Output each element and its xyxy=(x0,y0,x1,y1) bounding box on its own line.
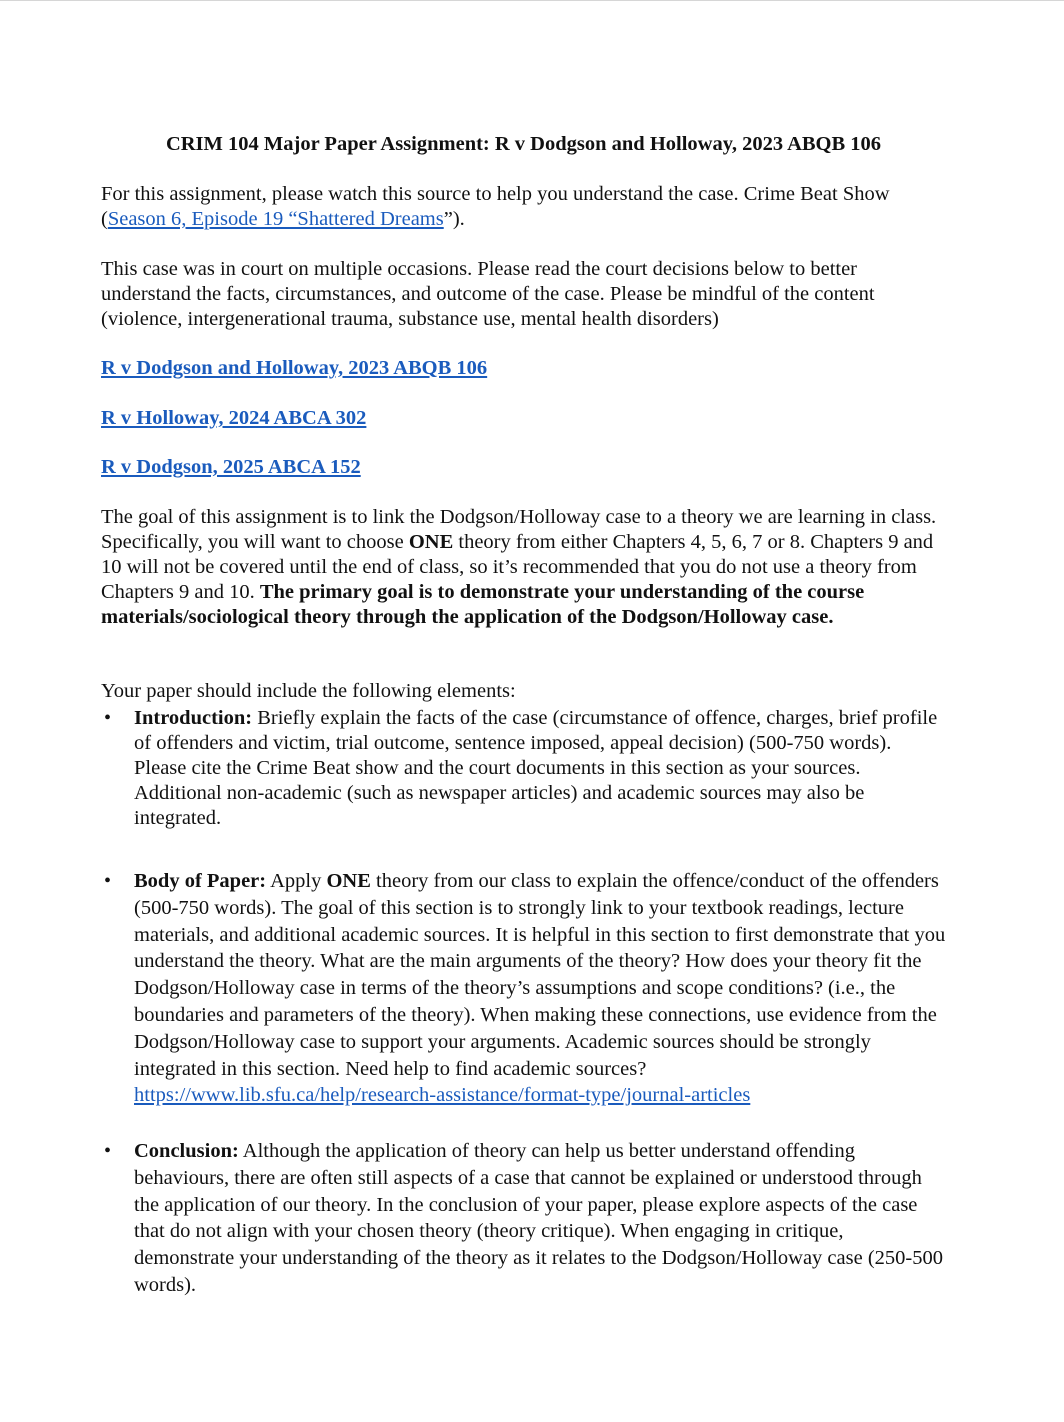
goal-paragraph xyxy=(101,505,946,630)
bullet-text-introduction: Briefly explain the facts of the case (circumstance of offence, charges, brief profile of offenders and victim, trial outcome, sentence imposed, appeal decision) (500-750 words). Please cite the Crime Beat show and the court documents in this section as your sources. Additional non-academic (such as newspaper articles) and academic sources may also be integrated. xyxy=(134,707,938,829)
bullet-heading-conclusion: Conclusion: xyxy=(134,1140,239,1162)
bullet-heading-body: Body of Paper: xyxy=(134,870,267,892)
case-link-qb-2023[interactable]: R v Dodgson and Holloway, 2023 ABQB 106 xyxy=(101,357,488,379)
episode-link[interactable]: Season 6, Episode 19 “Shattered Dreams xyxy=(107,208,444,230)
intro-text-1: For this assignment, please watch this source to help you understand the case. Crime Beat Show ( xyxy=(101,183,890,230)
bullet-text-body-2: theory from our class to explain the offence/conduct of the offenders (500-750 words). The goal of this section is to strongly link to your textbook readings, lecture materials, and additional academic sources. It is helpful in this section to first demonstrate that you understand the theory. What are the main arguments of the theory? How does your theory fit the Dodgson/Holloway case in terms of the theory’s assumptions and scope conditions? (i.e., the boundaries and parameters of the theory). When making these connections, use evidence from the Dodgson/Holloway case to support your arguments. Academic sources should be strongly integrated in this section. Need help to find academic sources? xyxy=(134,870,946,1080)
goal-one-emphasis: ONE xyxy=(408,531,454,553)
bullet-body xyxy=(104,868,946,1109)
case-link-item xyxy=(101,356,946,381)
bullet-introduction xyxy=(104,706,946,831)
goal-text-1: The goal of this assignment is to link the Dodgson/Holloway case to a theory we are learning in class. Specifically, you will want to choose xyxy=(101,506,937,553)
bullet-heading-introduction: Introduction: xyxy=(134,707,253,729)
page-top-border xyxy=(0,0,1064,1)
document-title: CRIM 104 Major Paper Assignment: R v Dodgson and Holloway, 2023 ABQB 106 xyxy=(165,133,882,155)
bullet-conclusion xyxy=(104,1138,946,1299)
bullet-text-conclusion: Although the application of theory can help us better understand offending behaviours, there are often still aspects of a case that cannot be explained or understood through the application of our theory. In the conclusion of your paper, please explore aspects of the case that do not align with your chosen theory (theory critique). When engaging in critique, demonstrate your understanding of the theory as it relates to the Dodgson/Holloway case (250-500 words). xyxy=(134,1140,943,1296)
case-link-holloway-2024[interactable]: R v Holloway, 2024 ABCA 302 xyxy=(101,407,367,429)
court-paragraph: This case was in court on multiple occasions. Please read the court decisions below to better understand the facts, circumstances, and outcome of the case. Please be mindful of the content (violence, intergenerational trauma, substance use, mental health disorders) xyxy=(101,258,875,330)
elements-lead: Your paper should include the following elements: xyxy=(101,680,516,702)
goal-primary-bold: The primary goal is to demonstrate your understanding of the course materials/sociological theory through the application of the Dodgson/Holloway case. xyxy=(101,581,865,628)
intro-text-2: ”). xyxy=(443,208,465,230)
bullet-body-one-emphasis: ONE xyxy=(326,870,371,892)
bullet-dot-icon: • xyxy=(104,1140,112,1162)
intro-paragraph xyxy=(101,182,946,232)
case-link-item xyxy=(101,406,946,431)
case-link-item xyxy=(101,455,946,480)
bullet-dot-icon: • xyxy=(104,870,112,892)
bullet-dot-icon: • xyxy=(104,707,112,729)
bullet-text-body-1: Apply xyxy=(266,870,327,892)
case-link-dodgson-2025[interactable]: R v Dodgson, 2025 ABCA 152 xyxy=(101,456,361,478)
goal-text-2: theory from either Chapters 4, 5, 6, 7 or 8. Chapters 9 and 10 will not be covered until the end of class, so it’s recommended that you do not use a theory from Chapters 9 and 10. xyxy=(101,531,934,603)
library-url-link[interactable]: https://www.lib.sfu.ca/help/research-assistance/format-type/journal-articles xyxy=(134,1084,751,1107)
